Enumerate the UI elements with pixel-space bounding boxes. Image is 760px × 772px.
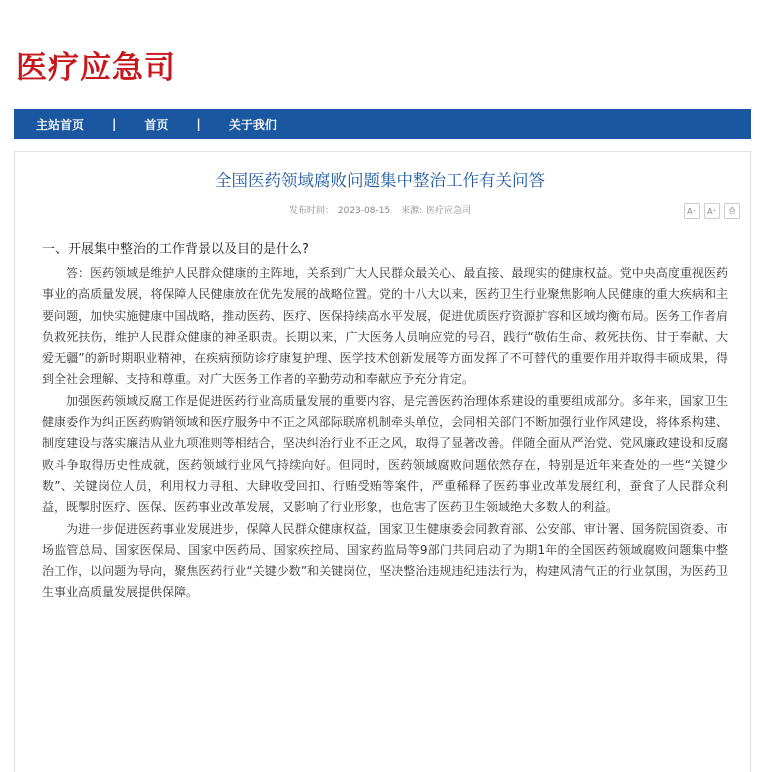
- article-title: 全国医药领域腐败问题集中整治工作有关问答: [215, 171, 545, 190]
- article-paragraph: 为进一步促进医药事业发展进步，保障人民群众健康权益，国家卫生健康委会同教育部、公安部、审计署、国务院国资委、市场监管总局、国家医保局、国家中医药局、国家疾控局、国家药监局等9部门共同启动了为期1年的全国医药领域腐败问题集中整治工作，以问题为导向，聚焦医药行业“关键少数”和关键岗位，坚决整治违规违纪违法行为，构建风清气正的行业氛围，为医药卫生事业高质量发展提供保障。: [42, 521, 728, 600]
- article-paragraph: 加强医药领域反腐工作是促进医药行业高质量发展的重要内容，是完善医药治理体系建设的重要组成部分。多年来，国家卫生健康委作为纠正医药购销领域和医疗服务中不正之风部际联席机制牵头单位，会同相关部门不断加强行业作风建设，将体系构建、制度建设与落实廉洁从业九项准则等相结合，坚决纠治行业不正之风，取得了显著改善。伴随全面从严治党、党风廉政建设和反腐败斗争取得历史性成就，医药领域行业风气持续向好。但同时，医药领域腐败问题依然存在，特别是近年来查处的一些“关键少数”、关键岗位人员，利用权力寻租、大肆收受回扣、行贿受贿等案件，严重稀释了医药事业改革发展红利，蚕食了人民群众利益，既掣肘医疗、医保、医药事业改革发展，又影响了行业形象，也危害了医药卫生领域绝大多数人的利益。: [42, 393, 728, 515]
- main-nav-bar: [14, 109, 751, 139]
- print-icon[interactable]: ⎙: [724, 203, 740, 219]
- article-meta: [0, 203, 760, 216]
- nav-home[interactable]: 首页: [144, 117, 169, 132]
- article-paragraph: 答：医药领域是维护人民群众健康的主阵地，关系到广大人民群众最关心、最直接、最现实的健康权益。党中央高度重视医药事业的高质量发展，将保障人民健康放在优先发展的战略位置。党的十八大以来，医药卫生行业聚焦影响人民健康的重大疾病和主要问题，加快实施健康中国战略，推动医药、医疗、医保持续高水平发展，促进优质医疗资源扩容和区域均衡布局。医务工作者肩负救死扶伤，维护人民群众健康的神圣职责。长期以来，广大医务人员响应党的号召，践行“敬佑生命、救死扶伤、甘于奉献、大爱无疆”的新时期职业精神，在疾病预防诊疗康复护理、医学技术创新发展等方面发挥了不可替代的重要作用并取得丰硕成果，得到全社会理解、支持和尊重。对广大医务工作者的辛勤劳动和奉献应予充分肯定。: [42, 266, 728, 387]
- article-tools: [684, 203, 740, 219]
- nav-separator: |: [112, 117, 117, 131]
- nav-separator: |: [196, 117, 201, 131]
- font-decrease-icon[interactable]: A⁻: [684, 203, 700, 219]
- source-name: 医疗应急司: [426, 206, 472, 216]
- article-body: [42, 239, 728, 604]
- publish-date-label: 发布时间：: [288, 206, 334, 216]
- font-increase-icon[interactable]: A⁺: [704, 203, 720, 219]
- source-label: 来源:: [401, 206, 423, 216]
- nav-about-us[interactable]: 关于我们: [228, 117, 277, 132]
- site-logo-title[interactable]: 医疗应急司: [16, 50, 176, 86]
- section-heading: 一、开展集中整治的工作背景以及目的是什么?: [42, 242, 309, 257]
- nav-home-main-site[interactable]: 主站首页: [36, 117, 85, 132]
- publish-date: 2023-08-15: [337, 206, 391, 216]
